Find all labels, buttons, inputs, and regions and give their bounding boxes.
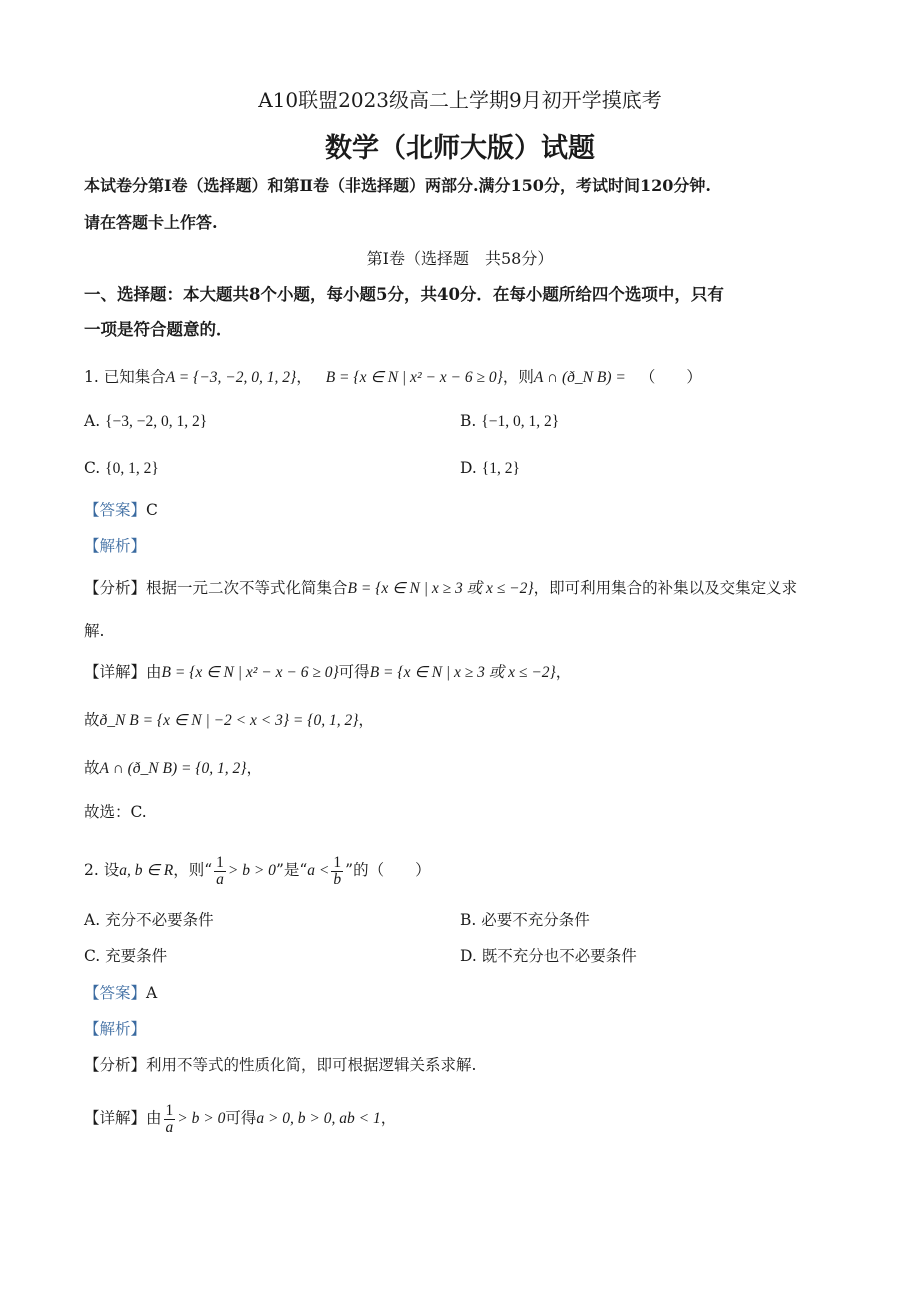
option-label: A.: [84, 412, 101, 430]
exam-title: A10联盟2023级高二上学期9月初开学摸底考: [258, 88, 662, 112]
fenxi-tag: 【分析】: [84, 1056, 147, 1074]
fenxi-expr: B = {x ∈ N | x ≥ 3 或 x ≤ −2}: [347, 580, 534, 597]
option-value: {−1, 0, 1, 2}: [481, 413, 560, 430]
answer-tag: 【答案】: [84, 501, 147, 519]
option-value: 充分不必要条件: [105, 911, 214, 929]
q1-option-c: [84, 457, 159, 480]
option-label: A.: [84, 911, 101, 929]
frac-den: a: [165, 1118, 174, 1136]
q2-xiangjie: [84, 1100, 396, 1137]
q1-paren: （ ）: [639, 368, 702, 386]
option-label: C.: [84, 459, 101, 477]
q2-fenxi: [84, 1054, 476, 1076]
volume-title: 第Ⅰ卷（选择题 共58分）: [366, 249, 554, 268]
q2-option-c: [84, 945, 167, 967]
fenxi-text: ，即可利用集合的补集以及交集定义求: [533, 579, 798, 597]
fenxi-tag: 【分析】: [84, 579, 147, 597]
answer-value: C: [146, 501, 158, 519]
q2-stem-mid: ，则“: [173, 861, 213, 879]
q2-option-d: [460, 945, 637, 967]
fenxi-text: 利用不等式的性质化简，即可根据逻辑关系求解.: [146, 1056, 477, 1074]
frac-num: 1: [165, 1101, 174, 1119]
option-label: C.: [84, 947, 101, 965]
xj-expr: > b > 0: [177, 1110, 226, 1127]
q1-xiangjie-3: [84, 757, 262, 780]
xj-text: 故: [84, 711, 100, 729]
option-value: {1, 2}: [481, 460, 520, 477]
q1-set-b: B = {x ∈ N | x² − x − 6 ≥ 0}: [325, 369, 503, 386]
xj-text: ，: [246, 759, 263, 777]
xj-expr: A ∩ (ð_N B) = {0, 1, 2}: [99, 760, 247, 777]
xj-expr: B = {x ∈ N | x ≥ 3 或 x ≤ −2}: [369, 664, 556, 681]
q1-xiangjie-1: [84, 661, 571, 684]
xj-text: ，: [555, 663, 572, 681]
q1-xiangjie-2: [84, 709, 374, 732]
q2-analysis-tag: 【解析】: [84, 1020, 147, 1038]
q1-conclusion: 故选：C.: [84, 803, 147, 821]
xj-text: ，: [380, 1109, 397, 1127]
q1-stem-prefix: 1. 已知集合: [84, 368, 166, 386]
answer-tag: 【答案】: [84, 984, 147, 1002]
option-label: B.: [460, 911, 477, 929]
q1-stem: [84, 366, 702, 389]
q2-stem-end: ”的（ ）: [345, 861, 431, 879]
option-value: {0, 1, 2}: [105, 460, 159, 477]
q2-option-b: [460, 909, 590, 931]
option-label: D.: [460, 459, 477, 477]
q2-frac-1: [214, 855, 226, 888]
q2-vars: a, b ∈ R: [119, 862, 174, 879]
q2-cond1-rest: > b > 0: [227, 862, 276, 879]
option-value: 必要不充分条件: [481, 911, 590, 929]
xiangjie-tag: 【详解】: [84, 663, 147, 681]
q1-option-b: [460, 410, 559, 433]
q1-answer: [84, 499, 158, 521]
q2-stem: [84, 852, 431, 889]
xiangjie-tag: 【详解】: [84, 1109, 147, 1127]
frac-den: a: [216, 870, 224, 888]
part-heading-line-2: 一项是符合题意的．: [84, 320, 233, 339]
q1-ask-prefix: ，则: [502, 368, 534, 386]
answer-value: A: [146, 984, 158, 1002]
option-value: 充要条件: [105, 947, 168, 965]
q1-ask-expr: A ∩ (ð_N B) =: [533, 369, 626, 386]
frac-num: 1: [333, 853, 342, 871]
q1-option-d: [460, 457, 520, 480]
xj-text: 可得: [225, 1109, 257, 1127]
option-value: 既不充分也不必要条件: [481, 947, 637, 965]
xj-text: 由: [146, 1109, 162, 1127]
xj-text: 由: [146, 663, 162, 681]
q1-analysis-tag: 【解析】: [84, 537, 147, 555]
q2-xj-frac: [164, 1103, 176, 1136]
xj-expr: a > 0, b > 0, ab < 1: [256, 1110, 381, 1127]
q2-cond2-lhs: a <: [307, 862, 330, 879]
part-heading-line-1: 一、选择题：本大题共8个小题，每小题5分，共40分．在每小题所给四个选项中，只有: [84, 285, 724, 304]
xj-expr: ð_N B = {x ∈ N | −2 < x < 3} = {0, 1, 2}: [99, 712, 359, 729]
xj-text: 故: [84, 759, 100, 777]
q1-fenxi: [84, 577, 797, 600]
option-label: B.: [460, 412, 477, 430]
xj-expr: B = {x ∈ N | x² − x − 6 ≥ 0}: [161, 664, 339, 681]
q2-frac-2: [331, 855, 343, 888]
option-label: D.: [460, 947, 477, 965]
xj-text: ，: [358, 711, 374, 729]
xj-text: 可得: [338, 663, 370, 681]
frac-den: b: [333, 870, 342, 888]
q1-set-a: A = {−3, −2, 0, 1, 2}: [165, 369, 297, 386]
q2-stem-prefix: 2. 设: [84, 861, 120, 879]
q2-answer: [84, 982, 157, 1004]
q2-option-a: [84, 909, 214, 931]
fenxi-text: 根据一元二次不等式化简集合: [146, 579, 348, 597]
intro-line-2: 请在答题卡上作答.: [84, 213, 218, 232]
q1-option-a: [84, 410, 207, 433]
q2-stem-mid2: ”是“: [275, 861, 308, 879]
q1-comma: ，: [296, 368, 312, 386]
frac-num: 1: [216, 853, 224, 871]
option-value: {−3, −2, 0, 1, 2}: [105, 413, 208, 430]
q1-fenxi-cont: 解.: [84, 622, 105, 640]
intro-line-1: 本试卷分第Ⅰ卷（选择题）和第Ⅱ卷（非选择题）两部分.满分150分，考试时间120分钟.: [84, 176, 711, 195]
subject-title: 数学（北师大版）试题: [325, 133, 595, 164]
